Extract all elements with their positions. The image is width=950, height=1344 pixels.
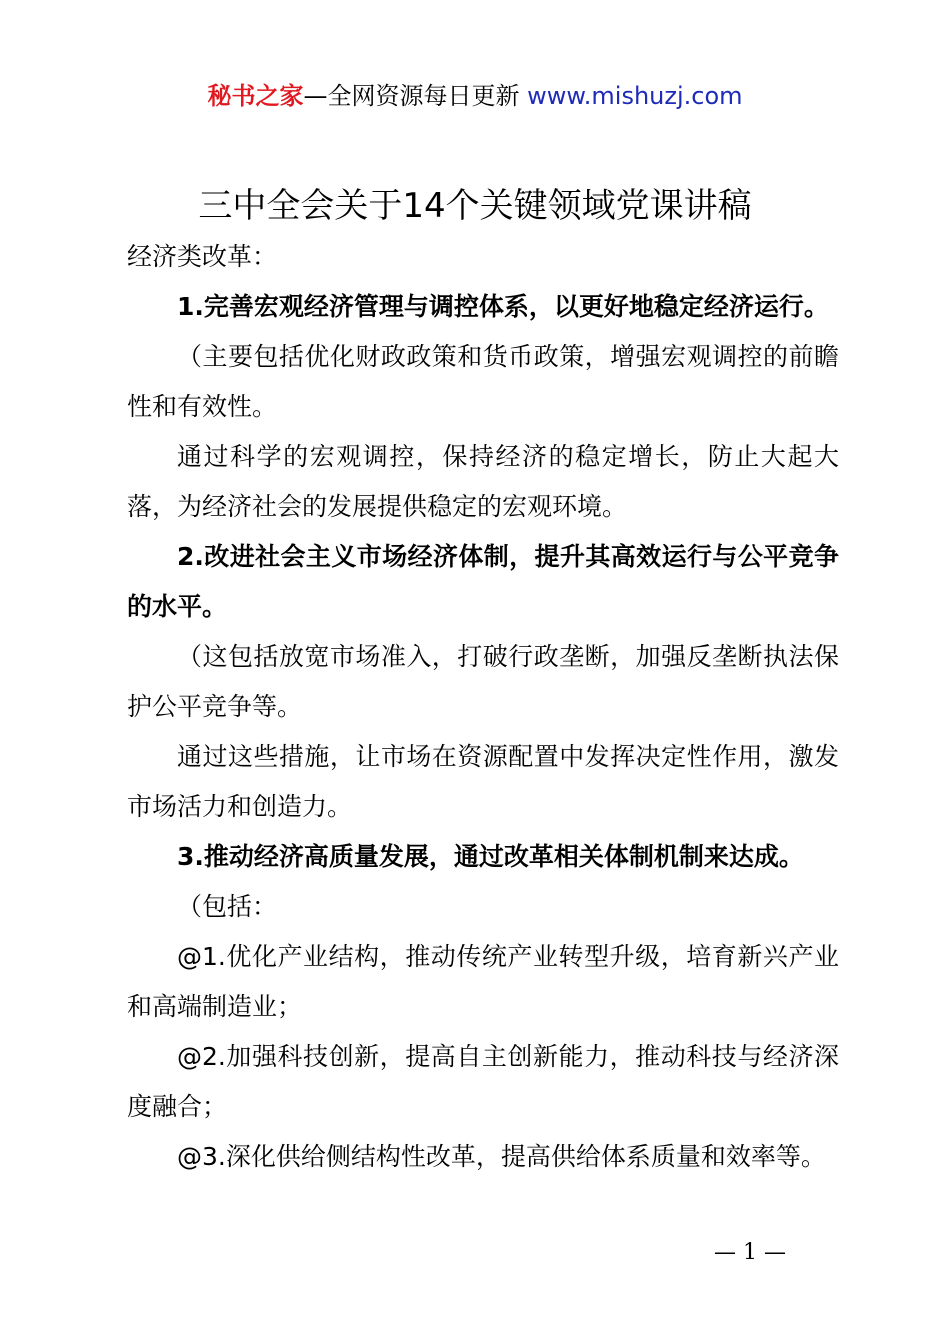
paragraph: （这包括放宽市场准入，打破行政垄断，加强反垄断执法保护公平竞争等。 (127, 642, 839, 721)
paragraph: （包括： (177, 892, 278, 921)
site-header (0, 80, 950, 112)
list-item: @2.加强科技创新，提高自主创新能力，推动科技与经济深度融合； (127, 1042, 839, 1121)
list-item: @3.深化供给侧结构性改革，提高供给体系质量和效率等。 (177, 1142, 826, 1171)
site-brand: 秘书之家 (207, 82, 304, 110)
list-item: @1.优化产业结构，推动传统产业转型升级，培育新兴产业和高端制造业； (127, 942, 839, 1021)
document-body (127, 232, 839, 1182)
point-heading-1: 1.完善宏观经济管理与调控体系，以更好地稳定经济运行。 (177, 292, 829, 321)
paragraph: 通过这些措施，让市场在资源配置中发挥决定性作用，激发市场活力和创造力。 (127, 742, 839, 821)
site-url-link[interactable]: www.mishuzj.com (527, 82, 743, 110)
point-heading-3: 3.推动经济高质量发展，通过改革相关体制机制来达成。 (177, 842, 804, 871)
paragraph: （主要包括优化财政政策和货币政策，增强宏观调控的前瞻性和有效性。 (127, 342, 839, 421)
document-title: 三中全会关于14个关键领域党课讲稿 (198, 186, 752, 226)
site-tagline: —全网资源每日更新 (303, 82, 528, 110)
page-number: — 1 — (714, 1240, 786, 1265)
paragraph: 通过科学的宏观调控，保持经济的稳定增长，防止大起大落，为经济社会的发展提供稳定的宏观环境。 (127, 442, 839, 521)
point-heading-2: 2.改进社会主义市场经济体制，提升其高效运行与公平竞争的水平。 (127, 542, 839, 621)
section-heading: 经济类改革： (127, 242, 278, 271)
